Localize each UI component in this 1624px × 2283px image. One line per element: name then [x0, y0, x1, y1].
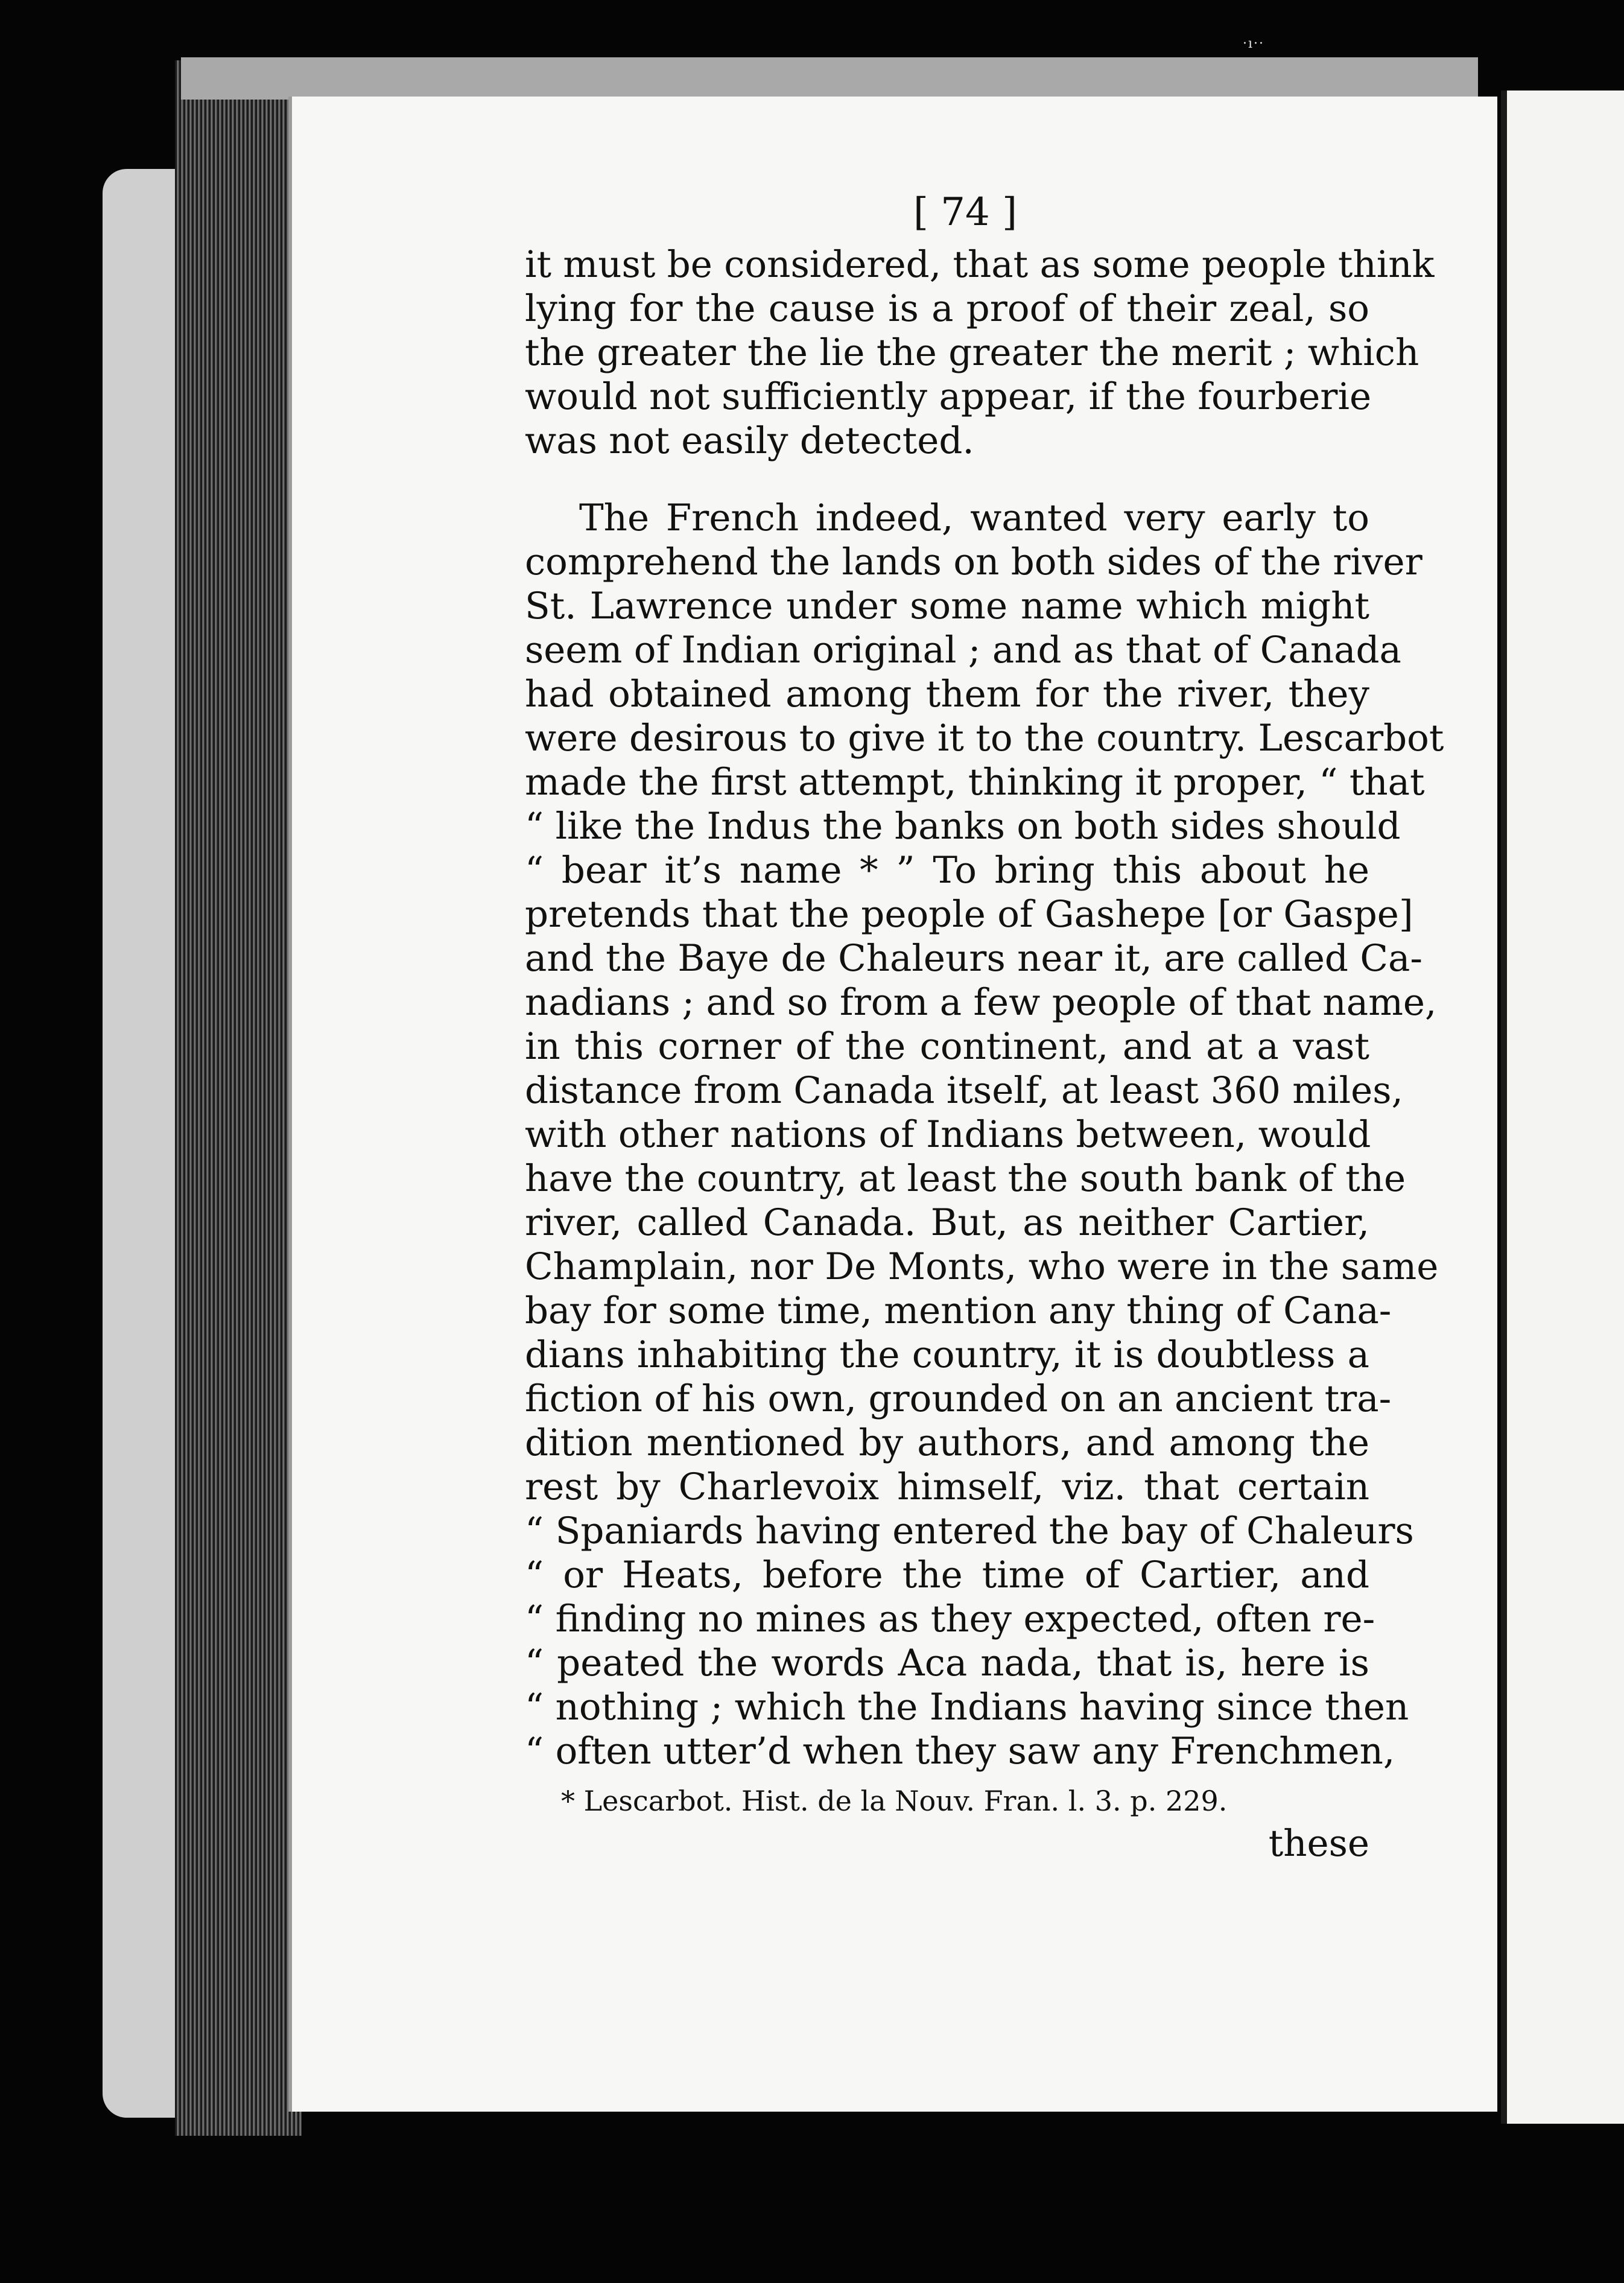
page-number: [ 74 ]	[913, 190, 1018, 235]
text-line: was not easily detected.	[525, 419, 974, 462]
text-line: the greater the lie the greater the merit ; which	[525, 331, 1419, 374]
text-line: rest by Charlevoix himself, viz. that certain	[525, 1465, 1369, 1508]
text-line: have the country, at least the south bank of the	[525, 1157, 1406, 1200]
text-line: “ often utter’d when they saw any Frenchmen,	[525, 1730, 1395, 1773]
text-line: “ bear it’s name * ” To bring this about he	[525, 849, 1369, 892]
page-stack-top	[181, 57, 1478, 100]
text-line: dians inhabiting the country, it is doubtless a	[525, 1333, 1369, 1376]
text-line: were desirous to give it to the country. Lescarbot	[525, 717, 1444, 760]
text-line: river, called Canada. But, as neither Cartier,	[525, 1201, 1369, 1244]
text-line: “ or Heats, before the time of Cartier, and	[525, 1554, 1369, 1596]
text-line: pretends that the people of Gashepe [or Gaspe]	[525, 893, 1413, 936]
facing-page-edge	[1501, 90, 1624, 2124]
page-text	[525, 190, 1444, 1865]
text-line: and the Baye de Chaleurs near it, are called Ca-	[525, 937, 1423, 980]
page-edges	[175, 60, 302, 2136]
text-line: “ like the Indus the banks on both sides should	[525, 805, 1401, 848]
paragraph-1	[525, 243, 1435, 463]
text-line: “ nothing ; which the Indians having since then	[525, 1686, 1409, 1729]
text-line: The French indeed, wanted very early to	[579, 497, 1369, 539]
text-line: comprehend the lands on both sides of the river	[525, 541, 1423, 583]
text-line: Champlain, nor De Monts, who were in the same	[525, 1245, 1439, 1288]
footnote: * Lescarbot. Hist. de la Nouv. Fran. l. 3. p. 229.	[561, 1785, 1228, 1817]
text-line: “ peated the words Aca nada, that is, here is	[525, 1642, 1369, 1684]
text-line: bay for some time, mention any thing of Cana-	[525, 1289, 1392, 1332]
text-line: “ Spaniards having entered the bay of Chaleurs	[525, 1510, 1414, 1552]
text-line: would not sufficiently appear, if the fourberie	[525, 375, 1372, 418]
corner-mark: ·ı··	[1243, 36, 1265, 51]
text-line: distance from Canada itself, at least 360 miles,	[525, 1069, 1403, 1112]
text-line: fiction of his own, grounded on an ancient tra-	[525, 1377, 1392, 1420]
catchword: these	[1268, 1822, 1369, 1865]
text-line: nadians ; and so from a few people of that name,	[525, 981, 1437, 1024]
paragraph-gap	[525, 463, 1369, 496]
text-line: it must be considered, that as some people think	[525, 243, 1435, 286]
text-line: St. Lawrence under some name which might	[525, 585, 1369, 627]
text-line: “ finding no mines as they expected, often re-	[525, 1598, 1375, 1640]
text-line: with other nations of Indians between, would	[525, 1113, 1371, 1156]
text-line: dition mentioned by authors, and among the	[525, 1421, 1369, 1464]
text-line: lying for the cause is a proof of their zeal, so	[525, 287, 1369, 330]
text-line: in this corner of the continent, and at a vast	[525, 1025, 1369, 1068]
text-line: had obtained among them for the river, they	[525, 673, 1369, 716]
paragraph-2	[525, 496, 1444, 1773]
text-line: seem of Indian original ; and as that of Canada	[525, 629, 1401, 672]
text-line: made the first attempt, thinking it proper, “ that	[525, 761, 1425, 804]
